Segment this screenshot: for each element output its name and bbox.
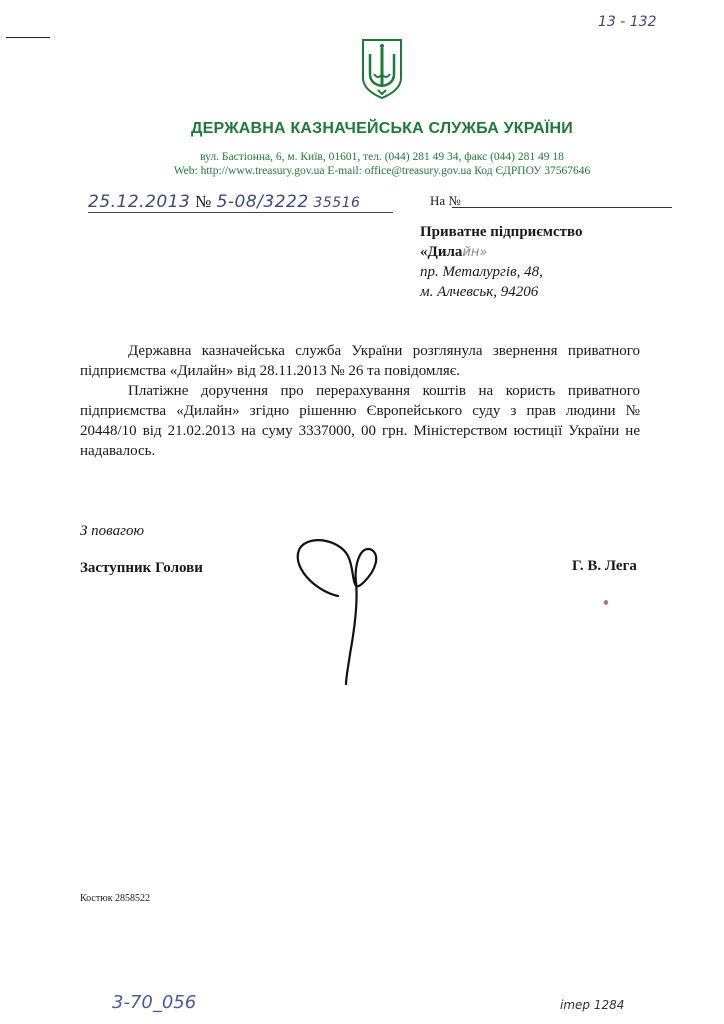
closing-salutation: З повагою [80, 523, 145, 539]
recipient-line-1: Приватне підприємство [420, 224, 583, 240]
reference-date: 25.12.2013 [88, 192, 191, 212]
reference-number-sign: № [195, 192, 212, 211]
recipient-line-4: м. Алчевськ, 94206 [420, 284, 539, 300]
margin-mark [6, 37, 50, 38]
trident-emblem-icon [360, 38, 404, 100]
signer-position: Заступник Голови [80, 560, 203, 576]
handwritten-bottom-left: 3-70_056 [112, 992, 197, 1013]
na-underline [452, 207, 672, 208]
organization-name: ДЕРЖАВНА КАЗНАЧЕЙСЬКА СЛУЖБА УКРАЇНИ [190, 120, 574, 137]
recipient-company-handwritten: йн» [462, 245, 488, 260]
recipient-line-2 [420, 244, 487, 261]
signature-image [280, 536, 400, 686]
recipient-company-printed: «Дила [420, 244, 463, 260]
signer-name: Г. В. Лега [572, 558, 637, 574]
handwritten-bottom-right: imep 1284 [560, 998, 625, 1012]
organization-address: вул. Бастіонна, 6, м. Київ, 01601, тел. (044) 281 49 34, факс (044) 281 49 18 [200, 151, 564, 163]
body-paragraph-2: Платіжне доручення про перерахування коштів на користь приватного підприємства «Дилайн» згідно рішенню Європейського суду з прав людини № 20448/10 від 21.02.2013 на суму 3337000, 00 грн. Міністерством юстиції України не надавалось. [80, 383, 640, 459]
reference-underline [88, 212, 393, 213]
executor-note: Костюк 2858522 [80, 893, 151, 904]
ink-dot [604, 600, 608, 605]
na-label: На № [430, 193, 461, 208]
margin-note-top-right: 13 - 132 [598, 14, 657, 30]
reference-number: 5-08/3222 [216, 192, 309, 212]
organization-contacts: Web: http://www.treasury.gov.ua E-mail: office@treasury.gov.ua Код ЄДРПОУ 37567646 [173, 165, 591, 177]
reference-extra-number: 35516 [313, 195, 361, 211]
reference-line [88, 192, 360, 212]
body-paragraph-1: Державна казначейська служба України розглянула звернення приватного підприємства «Дилайн» від 28.11.2013 № 26 та повідомляє. [80, 343, 640, 379]
recipient-line-3: пр. Металургів, 48, [420, 264, 543, 280]
